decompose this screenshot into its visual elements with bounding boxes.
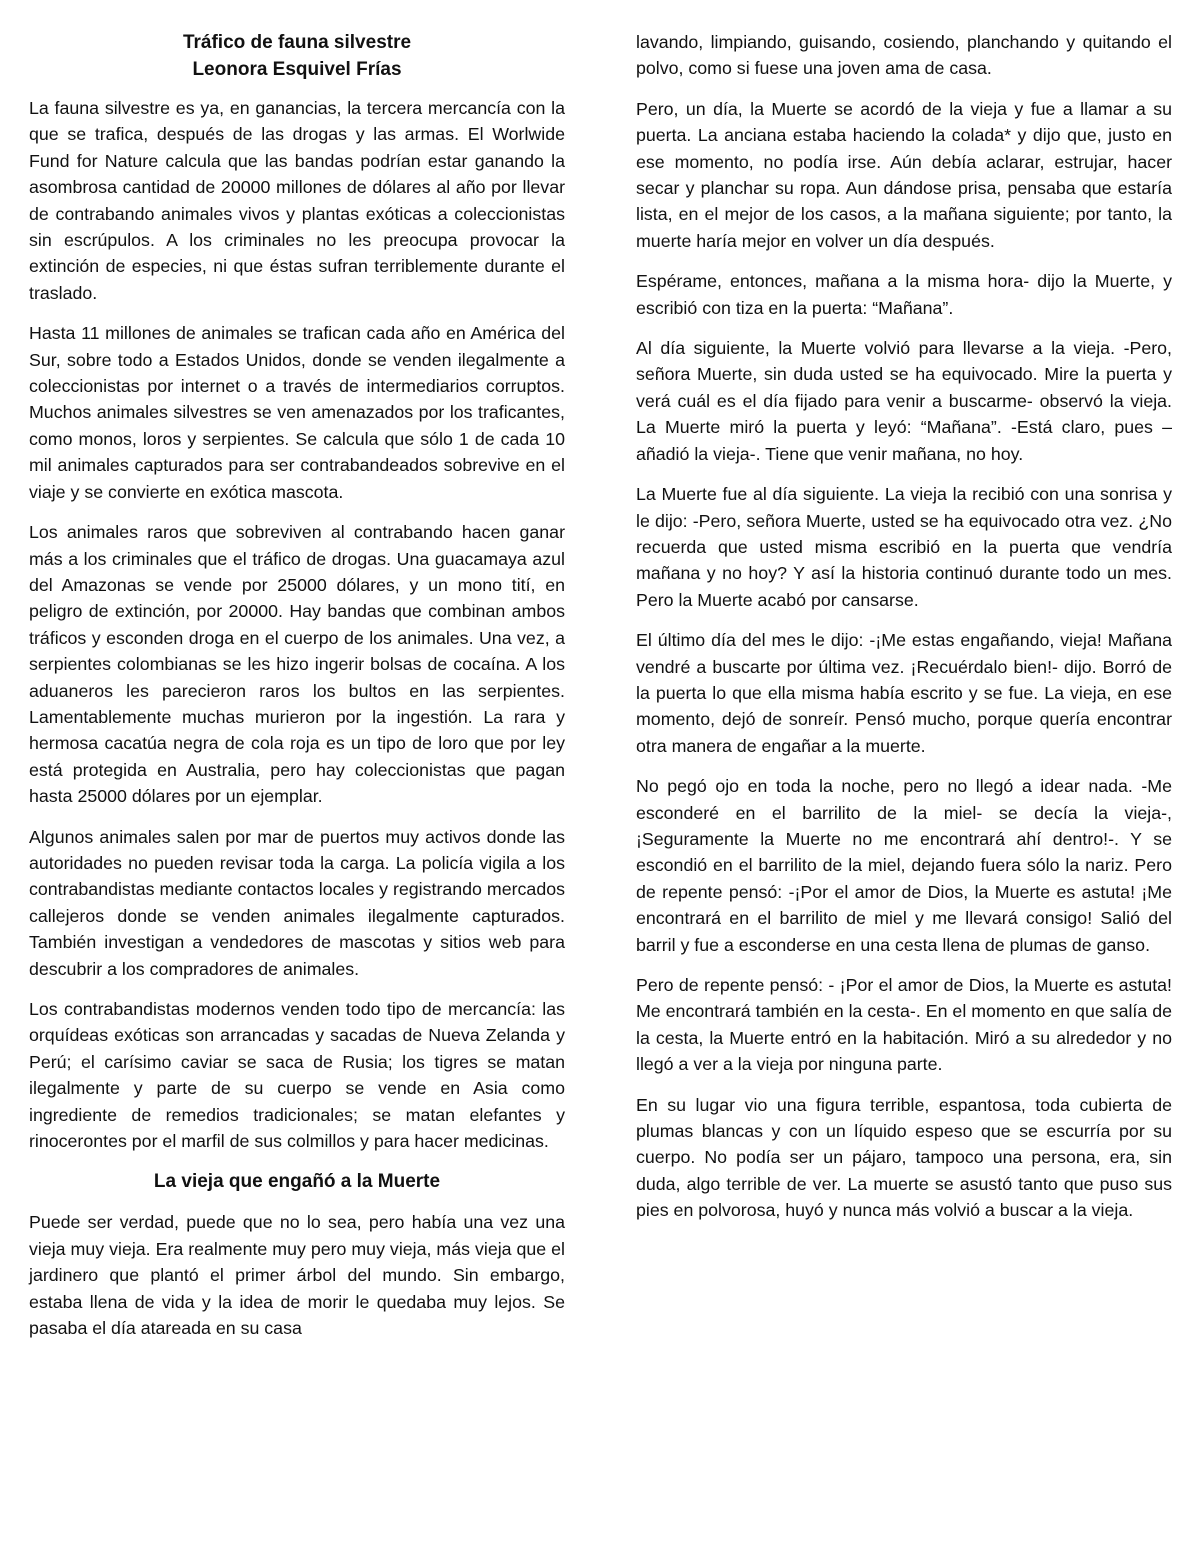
story-paragraph: Al día siguiente, la Muerte volvió para llevarse a la vieja. -Pero, señora Muerte, sin duda usted se ha equivocado. Mire la puerta y verá cuál es el día fijado para venir a buscarme- observó la vieja. La Muerte miró la puerta y leyó: “Mañana”. -Está claro, pues –añadió la vieja-. Tiene que venir mañana, no hoy. [636,338,1172,464]
story-paragraph: En su lugar vio una figura terrible, espantosa, toda cubierta de plumas blancas y con un líquido espeso que se escurría por su cuerpo. No podía ser un pájaro, tampoco una persona, era, sin duda, algo terrible de ver. La muerte se asustó tanto que puso sus pies en polvorosa, huyó y nunca más volvió a buscar a la vieja. [636,1094,1172,1221]
story-paragraph: Espérame, entonces, mañana a la misma hora- dijo la Muerte, y escribió con tiza en la puerta: “Mañana”. [636,271,1172,318]
story-title: La vieja que engañó a la Muerte [153,1171,441,1193]
story-paragraph: lavando, limpiando, guisando, cosiendo, planchando y quitando el polvo, como si fuese una joven ama de casa. [636,32,1172,79]
article-paragraph: Los contrabandistas modernos venden todo tipo de mercancía: las orquídeas exóticas son arrancadas y sacadas de Nueva Zelanda y Perú; el carísimo caviar se saca de Rusia; los tigres se matan ilegalmente y parte de su cuerpo se vende en Asia como ingrediente de remedios tradicionales; se matan elefantes y rinocerontes por el marfil de sus colmillos y para hacer medicinas. [29,999,565,1152]
article-paragraph: Los animales raros que sobreviven al contrabando hacen ganar más a los criminales que el tráfico de drogas. Una guacamaya azul del Amazonas se vende por 25000 dólares, y un mono tití, en peligro de extinción, por 20000. Hay bandas que combinan ambos tráficos y esconden droga en el cuerpo de los animales. Una vez, a serpientes colombianas se les hizo ingerir bolsas de cocaína. A los aduaneros les parecieron raros los bultos en las serpientes. Lamentablemente muchas murieron por la ingestión. La rara y hermosa cacatúa negra de cola roja es un tipo de loro que por ley está protegida en Australia, pero hay coleccionistas que pagan hasta 25000 dólares por un ejemplar. [29,522,565,807]
article-author: Leonora Esquivel Frías [192,59,402,80]
story-paragraph: La Muerte fue al día siguiente. La vieja la recibió con una sonrisa y le dijo: -Pero, señora Muerte, usted se ha equivocado otra vez. ¿No recuerda que usted misma escribió en la puerta que vendría mañana y no hoy? Y así la historia continuó durante todo un mes. Pero la Muerte acabó por cansarse. [636,484,1172,610]
article-paragraph: Algunos animales salen por mar de puertos muy activos donde las autoridades no pueden revisar toda la carga. La policía vigila a los contrabandistas mediante contactos locales y registrando mercados callejeros donde se venden animales ilegalmente capturados. También investigan a vendedores de mascotas y sitios web para descubrir a los compradores de animales. [29,826,565,979]
right-column [636,29,1172,1238]
story-paragraph: Pero de repente pensó: - ¡Por el amor de Dios, la Muerte es astuta! Me encontrará también en la cesta-. En el momento en que salía de la cesta, la Muerte entró en la habitación. Miró a su alrededor y no llegó a ver a la vieja por ninguna parte. [636,975,1172,1075]
story-paragraph: Pero, un día, la Muerte se acordó de la vieja y fue a llamar a su puerta. La anciana estaba haciendo la colada* y dijo que, justo en ese momento, no podía irse. Aún debía aclarar, estrujar, hacer secar y planchar su ropa. Aun dándose prisa, pensaba que estaría lista, en el mejor de los casos, a la mañana siguiente; por tanto, la muerte haría mejor en volver un día después. [636,98,1172,251]
article-title: Tráfico de fauna silvestre [182,32,412,53]
story-paragraph: Puede ser verdad, puede que no lo sea, pero había una vez una vieja muy vieja. Era realmente muy pero muy vieja, más vieja que el jardinero que plantó el primer árbol del mundo. Sin embargo, estaba llena de vida y la idea de morir le quedaba muy lejos. Se pasaba el día atareada en su casa [29,1212,565,1339]
article-paragraph: Hasta 11 millones de animales se trafican cada año en América del Sur, sobre todo a Estados Unidos, donde se venden ilegalmente a coleccionistas por internet o a través de intermediarios corruptos. Muchos animales silvestres se ven amenazados por los traficantes, como monos, loros y serpientes. Se calcula que sólo 1 de cada 10 mil animales capturados para ser contrabandeados sobrevive en el viaje y se convierte en exótica mascota. [29,323,565,502]
article-paragraph: La fauna silvestre es ya, en ganancias, la tercera mercancía con la que se trafica, después de las drogas y las armas. El Worlwide Fund for Nature calcula que las bandas podrían estar ganando la asombrosa cantidad de 20000 millones de dólares al año por llevar de contrabando animales vivos y plantas exóticas a coleccionistas sin escrúpulos. A los criminales no les preocupa provocar la extinción de especies, ni que éstas sufran terriblemente durante el traslado. [29,98,565,303]
story-paragraph: El último día del mes le dijo: -¡Me estas engañando, vieja! Mañana vendré a buscarte por última vez. ¡Recuérdalo bien!- dijo. Borró de la puerta lo que ella misma había escrito y se fue. La vieja, en ese momento, dejó de sonreír. Pensó mucho, porque quería encontrar otra manera de engañar a la muerte. [636,630,1172,756]
story-paragraph: No pegó ojo en toda la noche, pero no llegó a idear nada. -Me esconderé en el barrilito de la miel- se decía la vieja-, ¡Seguramente la Muerte no me encontrará ahí dentro!-. Y se escondió en el barrilito de la miel, dejando fuera sólo la nariz. Pero de repente pensó: -¡Por el amor de Dios, la Muerte es astuta! ¡Me encontrará en el barrilito de miel y me llevará consigo! Salió del barril y fue a esconderse en una cesta llena de plumas de ganso. [636,776,1172,955]
article-header [29,29,565,83]
left-column [29,29,565,1355]
